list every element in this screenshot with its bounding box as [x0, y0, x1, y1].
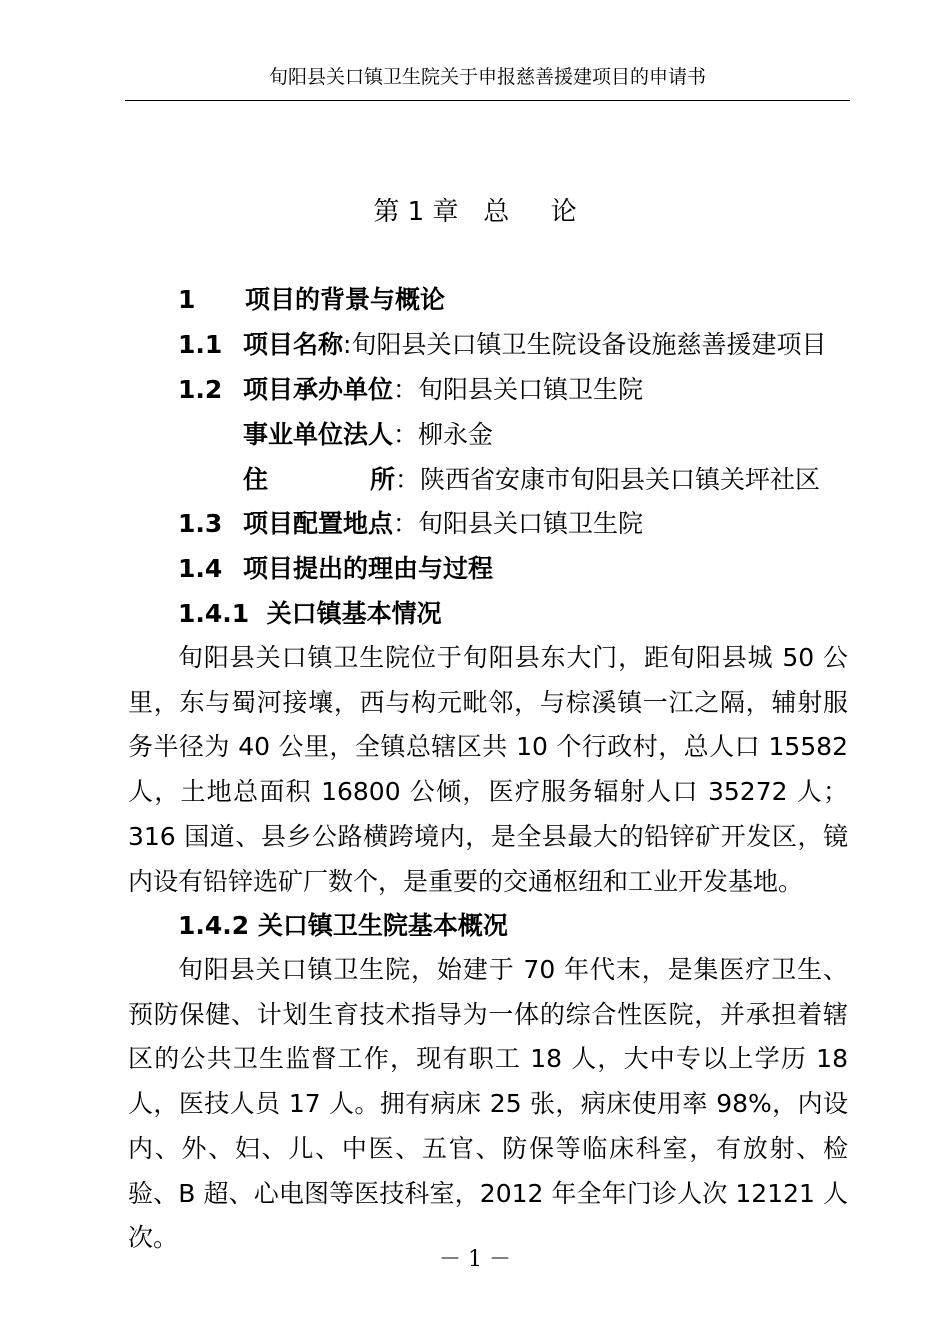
- location-label: 项目配置地点: [243, 509, 394, 538]
- location-value: ：旬阳县关口镇卫生院: [393, 509, 644, 538]
- legal-person-row: [243, 418, 493, 452]
- section-title: 项目的背景与概论: [245, 285, 446, 314]
- section-number: 1: [178, 285, 196, 314]
- paragraph-town-overview: 旬阳县关口镇卫生院位于旬阳县东大门，距旬阳县城 50 公里，东与蜀河接壤，西与构元毗邻，与棕溪镇一江之隔，辅射服务半径为 40 公里，全镇总辖区共 10 个行政村，总人口 15582 人，土地总面积 16800 公倾，医疗服务辐射人口 35272 人；316 国道、县乡公路横跨境内，是全县最大的铅锌矿开发区，镜内设有铅锌选矿厂数个，是重要的交通枢纽和工业开发基地。: [128, 643, 848, 896]
- host-unit-value: ：旬阳县关口镇卫生院: [393, 375, 644, 404]
- section-number: 1.1: [178, 330, 223, 359]
- section-number: 1.4: [178, 554, 223, 583]
- section-1-4-2-heading: 1.4.2 关口镇卫生院基本概况: [178, 911, 508, 940]
- legal-person-label: 事业单位法人: [243, 420, 394, 449]
- section-number: 1.3: [178, 509, 223, 538]
- section-1-4-1-heading: 1.4.1 关口镇基本情况: [178, 599, 442, 628]
- page-number: － 1 －: [439, 1247, 511, 1272]
- address-label-part1: 住: [243, 465, 269, 494]
- project-name-value: :旬阳县关口镇卫生院设备设施慈善援建项目: [343, 330, 827, 359]
- project-name-label: 项目名称: [243, 330, 344, 359]
- section-title: 项目提出的理由与过程: [243, 554, 494, 583]
- section-number: 1.2: [178, 375, 223, 404]
- paragraph-hospital-overview: 旬阳县关口镇卫生院，始建于 70 年代末，是集医疗卫生、预防保健、计划生育技术指导为一体的综合性医院，并承担着辖区的公共卫生监督工作，现有职工 18 人，大中专以上学历 18 人，医技人员 17 人。拥有病床 25 张，病床使用率 98%，内设内、外、妇、儿、中医、五官、防保等临床科室，有放射、检验、B 超、心电图等医技科室，2012 年全年门诊人次 12121 人次。: [128, 955, 848, 1253]
- legal-person-value: ：柳永金: [393, 420, 494, 449]
- chapter-title: 第 1 章 总 论: [373, 197, 577, 227]
- address-value: ：陕西省安康市旬阳县关口镇关坪社区: [395, 465, 821, 494]
- header-divider: [125, 100, 850, 101]
- host-unit-label: 项目承办单位: [243, 375, 394, 404]
- address-label-part2: 所: [370, 465, 396, 494]
- running-header: 旬阳县关口镇卫生院关于申报慈善援建项目的申请书: [268, 66, 706, 88]
